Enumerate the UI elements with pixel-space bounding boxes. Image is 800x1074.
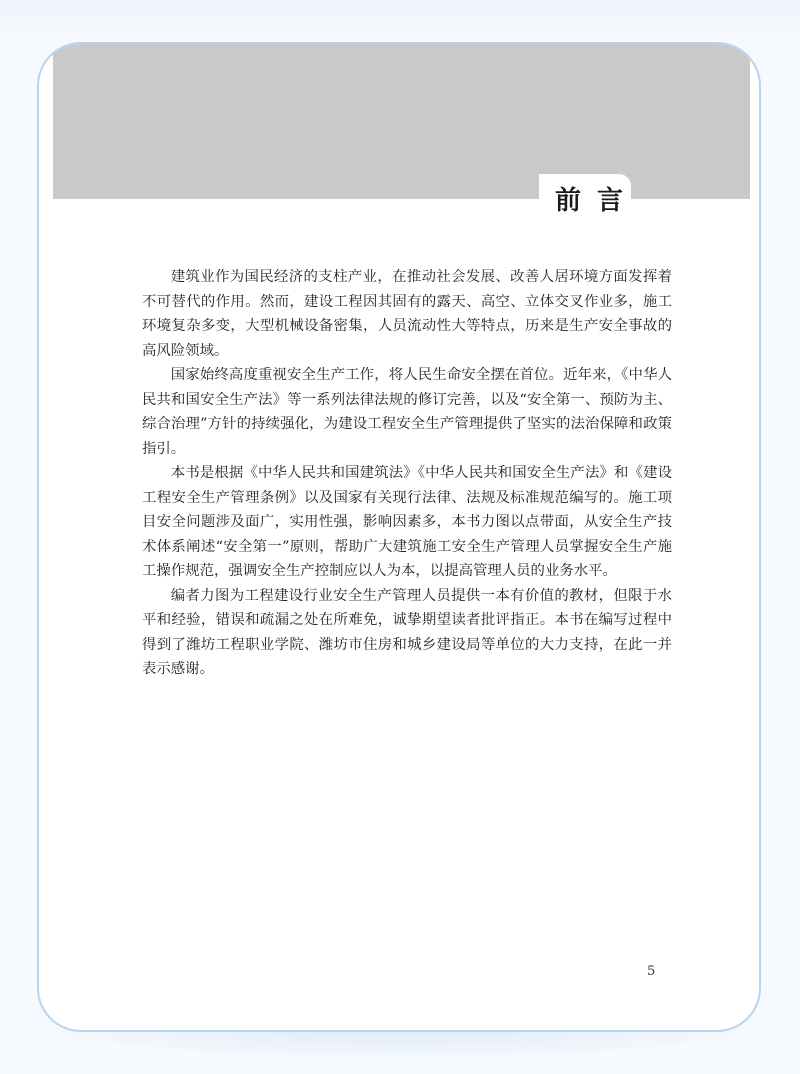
background-top [0, 0, 800, 40]
paragraph: 建筑业作为国民经济的支柱产业，在推动社会发展、改善人居环境方面发挥着不可替代的作用。然而，建设工程因其固有的露天、高空、立体交叉作业多，施工环境复杂多变，大型机械设备密集，人员流动性大等特点，历来是生产安全事故的高风险领域。 [142, 269, 672, 359]
page-title: 前言 [555, 186, 640, 216]
paragraph: 编者力图为工程建设行业安全生产管理人员提供一本有价值的教材，但限于水平和经验，错误和疏漏之处在所难免，诚挚期望读者批评指正。本书在编写过程中得到了潍坊工程职业学院、潍坊市住房和城乡建设局等单位的大力支持，在此一并表示感谢。 [142, 587, 672, 677]
document-page [37, 42, 761, 1032]
header-band [53, 44, 750, 199]
paragraph: 本书是根据《中华人民共和国建筑法》《中华人民共和国安全生产法》和《建设工程安全生产管理条例》以及国家有关现行法律、法规及标准规范编写的。施工项目安全问题涉及面广，实用性强，影响因素多，本书力图以点带面，从安全生产技术体系阐述“安全第一”原则，帮助广大建筑施工安全生产管理人员掌握安全生产施工操作规范，强调安全生产控制应以人为本，以提高管理人员的业务水平。 [142, 465, 672, 579]
paragraph: 国家始终高度重视安全生产工作，将人民生命安全摆在首位。近年来，《中华人民共和国安全生产法》等一系列法律法规的修订完善，以及“安全第一、预防为主、综合治理”方针的持续强化，为建设工程安全生产管理提供了坚实的法治保障和政策指引。 [142, 367, 672, 457]
page-number: 5 [647, 964, 656, 979]
body-text [142, 265, 672, 682]
